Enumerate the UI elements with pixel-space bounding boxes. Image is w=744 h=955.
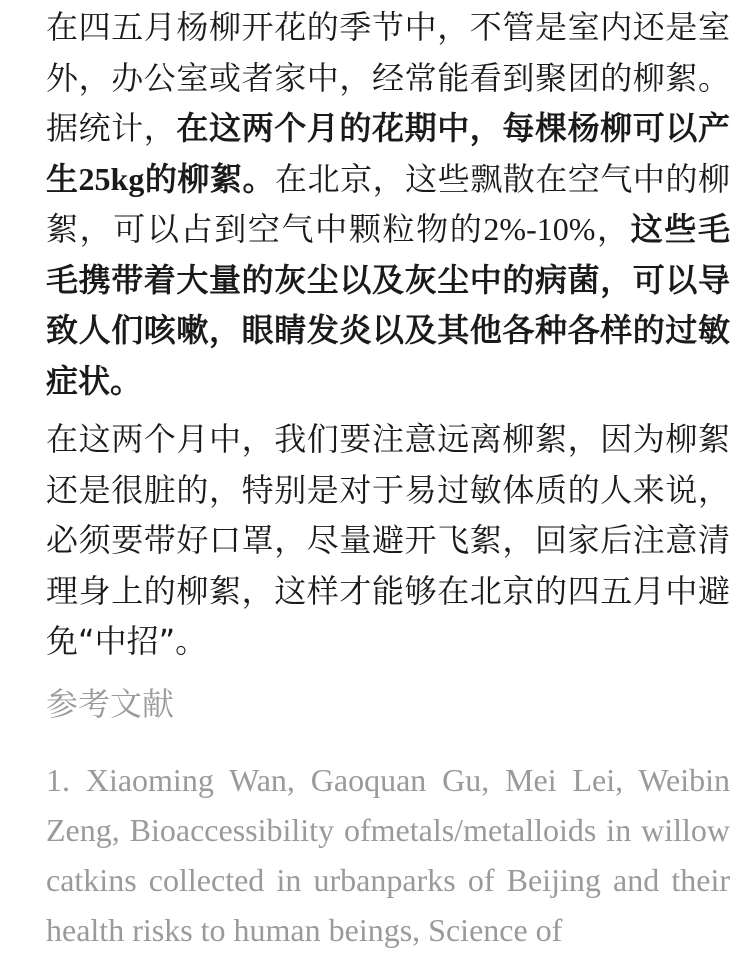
bold-statement: 这些毛毛携带着大量的灰尘以及灰尘中的病菌，可以导致人们咳嗽，眼睛发炎以及其他各种各样的过敏症状。 bbox=[46, 210, 730, 400]
article-body bbox=[46, 0, 730, 955]
article-paragraph: 在这两个月中，我们要注意远离柳絮，因为柳絮还是很脏的，特别是对于易过敏体质的人来说，必须要带好口罩，尽量避开飞絮，回家后注意清理身上的柳絮，这样才能够在北京的四五月中避免“中招”。 bbox=[46, 420, 730, 660]
paragraph-text: 在北京，这些飘散在空气中的柳絮，可以占到空气中颗粒物的 bbox=[46, 159, 730, 248]
paragraph-punct: ， bbox=[595, 210, 631, 248]
bold-text: 在这两个月的花期中，每棵杨柳可以产生 bbox=[46, 109, 730, 198]
bold-text-end: 的柳絮。 bbox=[144, 159, 276, 198]
references-heading: 参考文献 bbox=[46, 684, 175, 723]
reference-item: 1. Xiaoming Wan, Gaoquan Gu, Mei Lei, Weibin Zeng, Bioaccessibility ofmetals/metalloids in willow catkins collected in urbanparks of Beijing and their health risks to human beings, Science of bbox=[46, 761, 730, 948]
catkin-weight-value: 25kg bbox=[78, 160, 145, 197]
particulate-percentage: 2%-10% bbox=[483, 211, 596, 247]
article-paragraph bbox=[46, 2, 730, 406]
paragraph-text: 在四五月杨柳开花的季节中，不管是室内还是室外，办公室或者家中，经常能看到聚团的柳絮。据统计， bbox=[46, 8, 730, 147]
